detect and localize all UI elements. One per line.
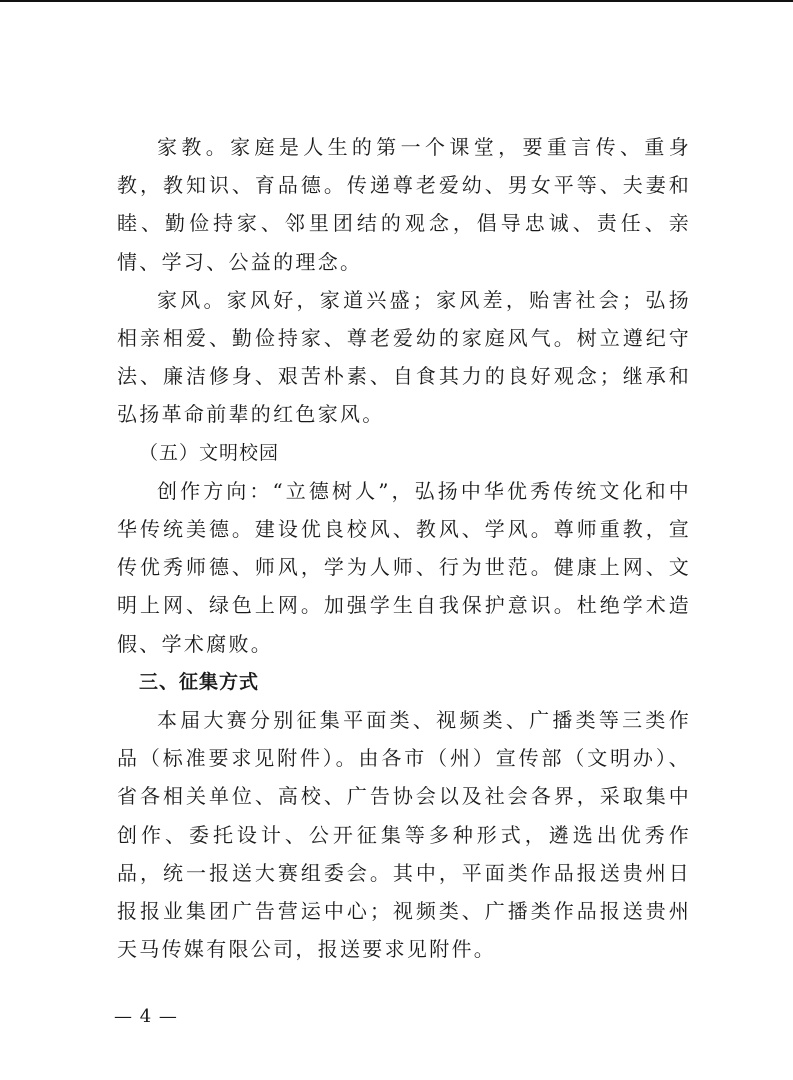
- section-heading-civilized-campus: （五）文明校园: [139, 441, 280, 464]
- paragraph-family-education: 家教。家庭是人生的第一个课堂，要重言传、重身教，教知识、育品德。传递尊老爱幼、男女平等、夫妻和睦、勤俭持家、邻里团结的观念，倡导忠诚、责任、亲情、学习、公益的理念。: [117, 135, 691, 274]
- paragraph-collection-method: 本届大赛分别征集平面类、视频类、广播类等三类作品（标准要求见附件）。由各市（州）宣传部（文明办）、省各相关单位、高校、广告协会以及社会各界，采取集中创作、委托设计、公开征集等多种形式，遴选出优秀作品，统一报送大赛组委会。其中，平面类作品报送贵州日报报业集团广告营运中心；视频类、广播类作品报送贵州天马传媒有限公司，报送要求见附件。: [117, 708, 691, 962]
- paragraph-civilized-campus: 创作方向：“立德树人”，弘扬中华优秀传统文化和中华传统美德。建设优良校风、教风、学风。尊师重教，宣传优秀师德、师风，学为人师、行为世范。健康上网、文明上网、绿色上网。加强学生自我保护意识。杜绝学术造假、学术腐败。: [117, 478, 691, 656]
- paragraph-family-style: 家风。家风好，家道兴盛；家风差，贻害社会；弘扬相亲相爱、勤俭持家、尊老爱幼的家庭风气。树立遵纪守法、廉洁修身、艰苦朴素、自食其力的良好观念；继承和弘扬革命前辈的红色家风。: [117, 287, 691, 427]
- top-border-line: [0, 0, 793, 2]
- page-number: — 4 —: [114, 1006, 178, 1027]
- section-heading-collection-method: 三、征集方式: [139, 670, 260, 693]
- document-body: [117, 128, 691, 968]
